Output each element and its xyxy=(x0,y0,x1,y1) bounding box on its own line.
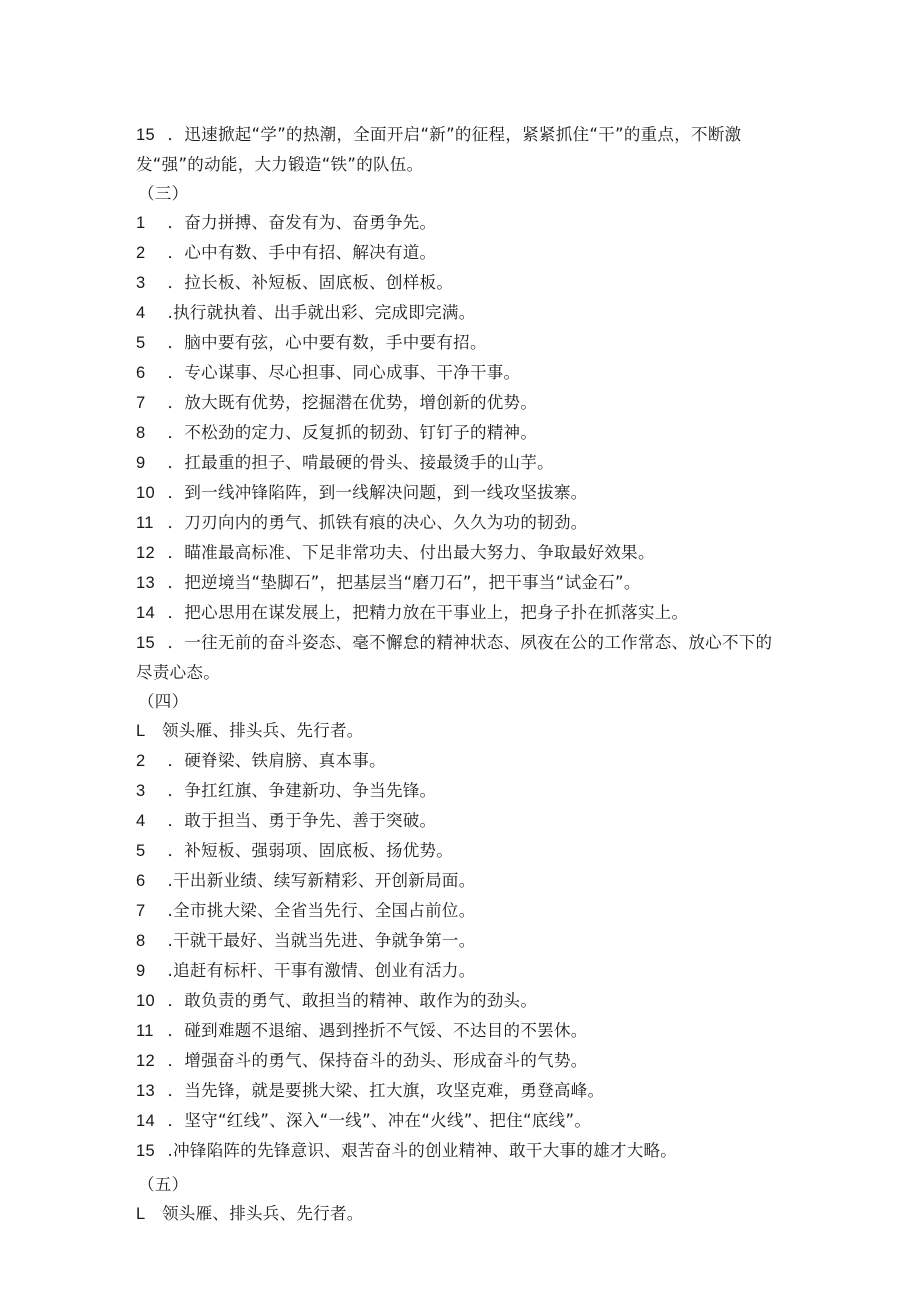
item-number: 7 xyxy=(136,902,146,920)
item-text: ．敢负责的勇气、敢担当的精神、敢作为的劲头。 xyxy=(162,991,538,1010)
list-item xyxy=(136,1136,786,1166)
list-item xyxy=(136,298,786,328)
item-number: 11 xyxy=(136,1022,154,1040)
item-text: ．专心谋事、尽心担事、同心成事、干净干事。 xyxy=(162,363,521,382)
list-item xyxy=(136,926,786,956)
item-text: .执行就执着、出手就出彩、完成即完满。 xyxy=(162,303,476,322)
item-text: ．瞄准最高标准、下足非常功夫、付出最大努力、争取最好效果。 xyxy=(162,543,655,562)
list-item xyxy=(136,716,786,746)
item-text: ．补短板、强弱项、固底板、扬优势。 xyxy=(162,841,454,860)
item-number: 12 xyxy=(136,544,155,562)
list-item xyxy=(136,478,786,508)
item-number: 7 xyxy=(136,394,146,412)
item-text: ．拉长板、补短板、固底板、创样板。 xyxy=(162,273,454,292)
list-item xyxy=(136,1046,786,1076)
item-number: 14 xyxy=(136,604,155,622)
item-number: 15 xyxy=(136,1142,155,1160)
item-text: .全市挑大梁、全省当先行、全国占前位。 xyxy=(162,901,476,920)
list-item xyxy=(136,1106,786,1136)
item-text: ．脑中要有弦，心中要有数，手中要有招。 xyxy=(162,333,487,352)
item-text: ．一往无前的奋斗姿态、毫不懈怠的精神状态、夙夜在公的工作常态、放心不下的尽责心态。 xyxy=(136,633,773,682)
list-item xyxy=(136,628,786,687)
list-item xyxy=(136,328,786,358)
item-number: 5 xyxy=(136,334,146,352)
item-number: 8 xyxy=(136,424,146,442)
item-number: 9 xyxy=(136,454,146,472)
list-item xyxy=(136,986,786,1016)
list-item xyxy=(136,866,786,896)
item-text: ．敢于担当、勇于争先、善于突破。 xyxy=(162,811,437,830)
item-number: 2 xyxy=(136,244,146,262)
item-number: 1 xyxy=(136,214,146,232)
item-text: ．碰到难题不退缩、遇到挫折不气馁、不达目的不罢休。 xyxy=(162,1021,588,1040)
item-number: 4 xyxy=(136,304,146,322)
item-text: .冲锋陷阵的先锋意识、艰苦奋斗的创业精神、敢干大事的雄才大略。 xyxy=(162,1141,678,1160)
item-text: ．放大既有优势，挖掘潜在优势，增创新的优势。 xyxy=(162,393,538,412)
list-item xyxy=(136,568,786,598)
item-text: ．争扛红旗、争建新功、争当先锋。 xyxy=(162,781,437,800)
item-number: 13 xyxy=(136,1082,155,1100)
list-item xyxy=(136,1016,786,1046)
list-item xyxy=(136,448,786,478)
list-item xyxy=(136,418,786,448)
item-text: ．心中有数、手中有招、解决有道。 xyxy=(162,243,437,262)
item-number: 6 xyxy=(136,872,146,890)
list-item xyxy=(136,836,786,866)
list-item xyxy=(136,268,786,298)
item-text: ．迅速掀起“学”的热潮，全面开启“新”的征程，紧紧抓住“干”的重点，不断激发“强”的动能，大力锻造“铁”的队伍。 xyxy=(136,125,742,174)
list-item xyxy=(136,238,786,268)
list-item xyxy=(136,598,786,628)
item-text: ．把心思用在谋发展上，把精力放在干事业上，把身子扑在抓落实上。 xyxy=(162,603,689,622)
item-text: ．坚守“红线”、深入“一线”、冲在“火线”、把住“底线”。 xyxy=(162,1111,592,1130)
item-text: ．增强奋斗的勇气、保持奋斗的劲头、形成奋斗的气势。 xyxy=(162,1051,588,1070)
item-text: ．到一线冲锋陷阵，到一线解决问题，到一线攻坚拔寨。 xyxy=(162,483,588,502)
item-number: 10 xyxy=(136,484,155,502)
item-text: ．把逆境当“垫脚石”，把基层当“磨刀石”，把干事当“试金石”。 xyxy=(162,573,641,592)
list-item xyxy=(136,956,786,986)
item-number: 5 xyxy=(136,842,146,860)
item-number: 6 xyxy=(136,364,146,382)
list-item xyxy=(136,538,786,568)
item-number: 10 xyxy=(136,992,155,1010)
item-number: L xyxy=(136,1205,146,1223)
item-text: 领头雁、排头兵、先行者。 xyxy=(162,1204,364,1223)
item-number: 9 xyxy=(136,962,146,980)
list-item xyxy=(136,806,786,836)
list-item xyxy=(136,1199,786,1229)
item-number: 2 xyxy=(136,752,146,770)
item-number: 15 xyxy=(136,634,155,652)
section-heading-5: （五） xyxy=(138,1175,189,1194)
item-text: ．奋力拼搏、奋发有为、奋勇争先。 xyxy=(162,213,437,232)
item-text: .追赶有标杆、干事有激情、创业有活力。 xyxy=(162,961,476,980)
item-text: ．硬脊梁、铁肩膀、真本事。 xyxy=(162,751,386,770)
item-text: ．当先锋，就是要挑大梁、扛大旗，攻坚克难，勇登高峰。 xyxy=(162,1081,605,1100)
item-number: 3 xyxy=(136,274,146,292)
list-item xyxy=(136,388,786,418)
list-item xyxy=(136,896,786,926)
item-number: 14 xyxy=(136,1112,155,1130)
item-number: L xyxy=(136,722,146,740)
list-item xyxy=(136,508,786,538)
list-item xyxy=(136,776,786,806)
item-text: ．不松劲的定力、反复抓的韧劲、钉钉子的精神。 xyxy=(162,423,538,442)
item-text: .干出新业绩、续写新精彩、开创新局面。 xyxy=(162,871,476,890)
item-number: 3 xyxy=(136,782,146,800)
item-text: .干就干最好、当就当先进、争就争第一。 xyxy=(162,931,476,950)
section-heading-4: （四） xyxy=(138,692,189,711)
document-body xyxy=(136,120,786,1229)
list-item xyxy=(136,120,786,179)
item-number: 8 xyxy=(136,932,146,950)
item-number: 15 xyxy=(136,126,155,144)
item-number: 11 xyxy=(136,514,154,532)
item-number: 4 xyxy=(136,812,146,830)
list-item xyxy=(136,358,786,388)
item-text: ．扛最重的担子、啃最硬的骨头、接最烫手的山芋。 xyxy=(162,453,554,472)
list-item xyxy=(136,1076,786,1106)
item-text: ．刀刃向内的勇气、抓铁有痕的决心、久久为功的韧劲。 xyxy=(162,513,588,532)
item-number: 12 xyxy=(136,1052,155,1070)
item-text: 领头雁、排头兵、先行者。 xyxy=(162,721,364,740)
item-number: 13 xyxy=(136,574,155,592)
list-item xyxy=(136,208,786,238)
section-heading-3: （三） xyxy=(138,184,189,203)
list-item xyxy=(136,746,786,776)
